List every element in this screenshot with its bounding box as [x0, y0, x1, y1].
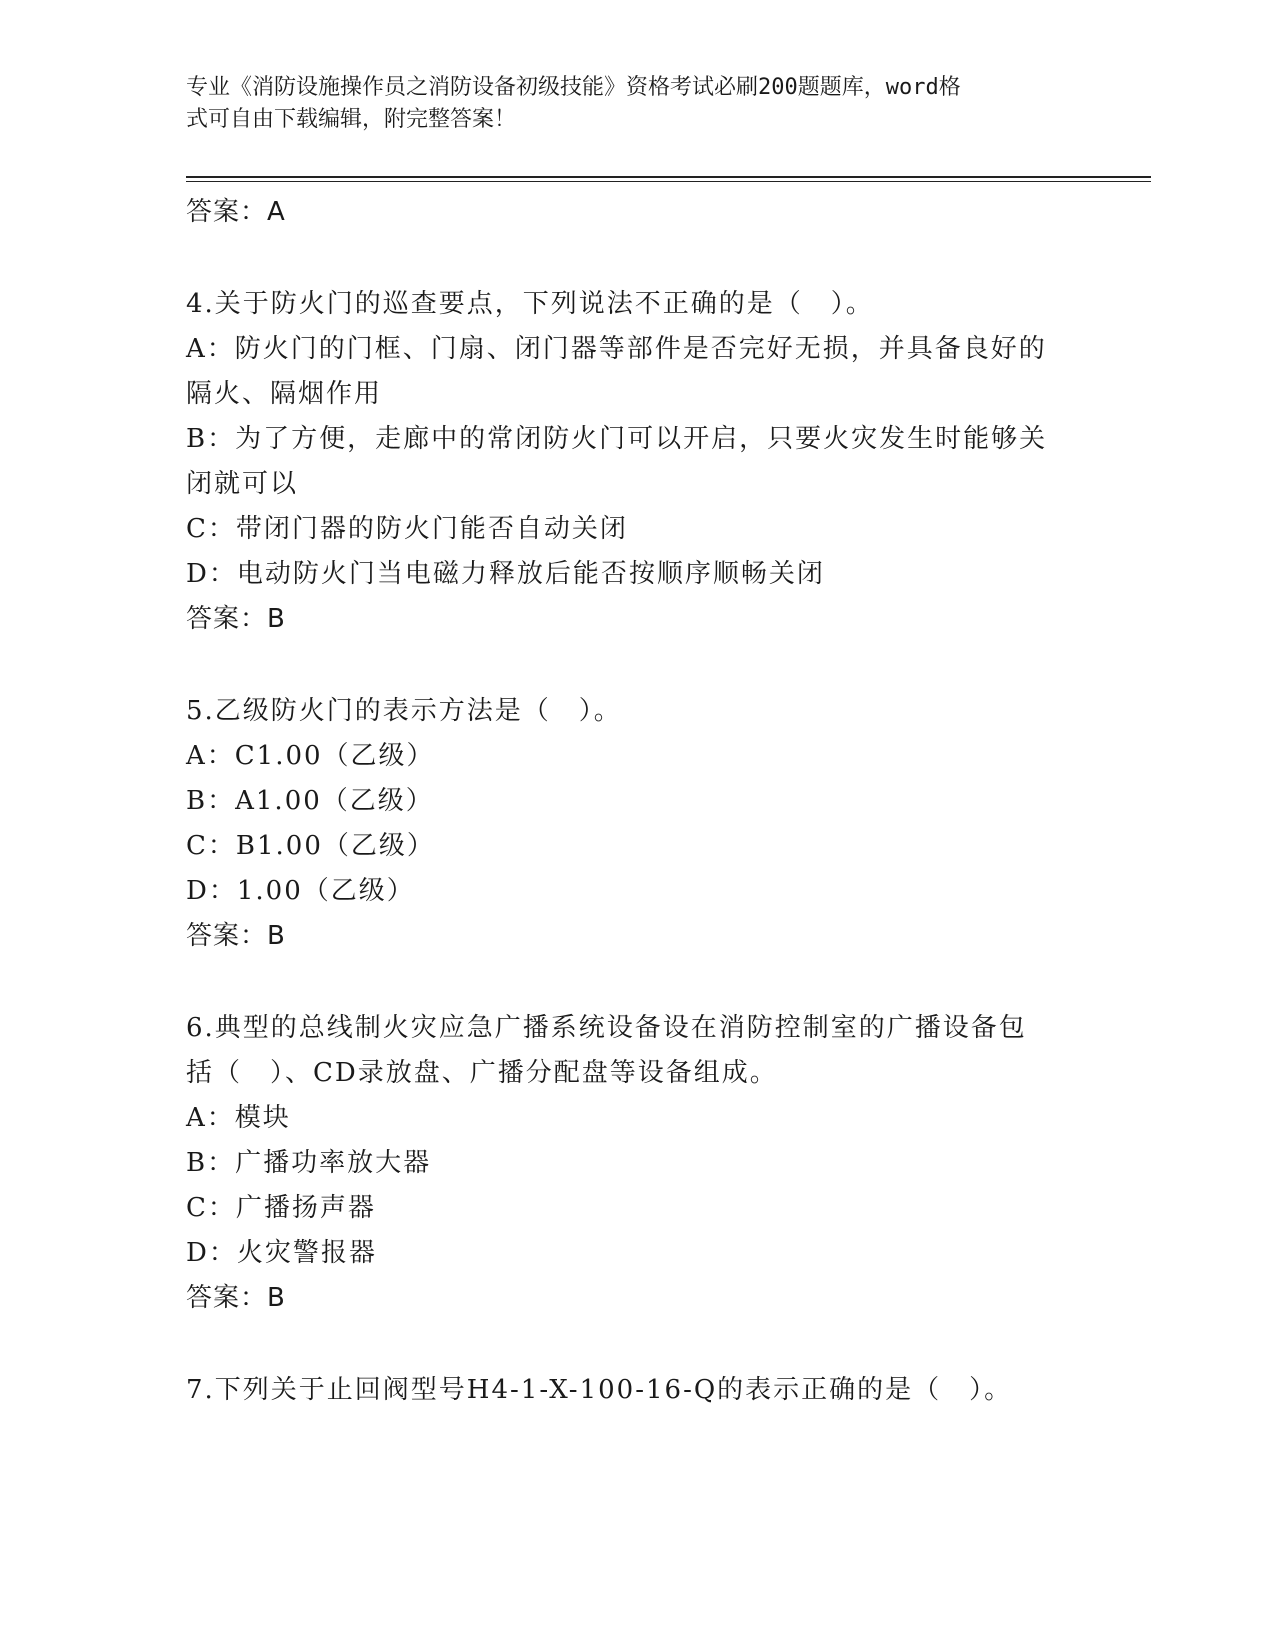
option-a-cont: 隔火、隔烟作用: [186, 379, 383, 409]
option-c: C：广播扬声器: [186, 1193, 376, 1223]
option-c: C：B1.00（乙级）: [186, 831, 435, 861]
question-4: [186, 282, 1086, 642]
question-7: [186, 1368, 1086, 1413]
option-b-cont: 闭就可以: [186, 469, 299, 499]
header-rule-thin: [186, 181, 1151, 182]
header-line-1: 专业《消防设施操作员之消防设备初级技能》资格考试必刷200题题库，word格: [186, 75, 961, 100]
question-stem-cont: 括（ ）、CD录放盘、广播分配盘等设备组成。: [186, 1058, 778, 1088]
option-d: D：电动防火门当电磁力释放后能否按顺序顺畅关闭: [186, 559, 825, 589]
question-stem: 5.乙级防火门的表示方法是（ ）。: [186, 696, 622, 726]
option-d: D：1.00（乙级）: [186, 876, 415, 906]
option-a: A：C1.00（乙级）: [186, 741, 435, 771]
document-header: [186, 72, 1066, 136]
option-a: A：模块: [186, 1103, 291, 1133]
question-stem: 4.关于防火门的巡查要点，下列说法不正确的是（ ）。: [186, 289, 874, 319]
question-5: [186, 689, 1086, 959]
option-b: B：A1.00（乙级）: [186, 786, 434, 816]
question-content: [186, 190, 1086, 1413]
option-a: A：防火门的门框、门扇、闭门器等部件是否完好无损，并具备良好的: [186, 334, 1047, 364]
option-b: B：为了方便，走廊中的常闭防火门可以开启，只要火灾发生时能够关: [186, 424, 1048, 454]
header-rule-thick: [186, 176, 1151, 178]
option-d: D：火灾警报器: [186, 1238, 377, 1268]
question-stem: 6.典型的总线制火灾应急广播系统设备设在消防控制室的广播设备包: [186, 1013, 1027, 1043]
answer: 答案：B: [186, 604, 286, 634]
question-stem: 7.下列关于止回阀型号H4-1-X-100-16-Q的表示正确的是（ ）。: [186, 1375, 1013, 1405]
question-6: [186, 1006, 1086, 1321]
answer: 答案：B: [186, 1283, 286, 1313]
option-c: C：带闭门器的防火门能否自动关闭: [186, 514, 628, 544]
option-b: B：广播功率放大器: [186, 1148, 432, 1178]
answer: 答案：B: [186, 921, 286, 951]
answer-q3: 答案：A: [186, 197, 286, 227]
header-line-2: 式可自由下载编辑，附完整答案！: [186, 107, 517, 132]
